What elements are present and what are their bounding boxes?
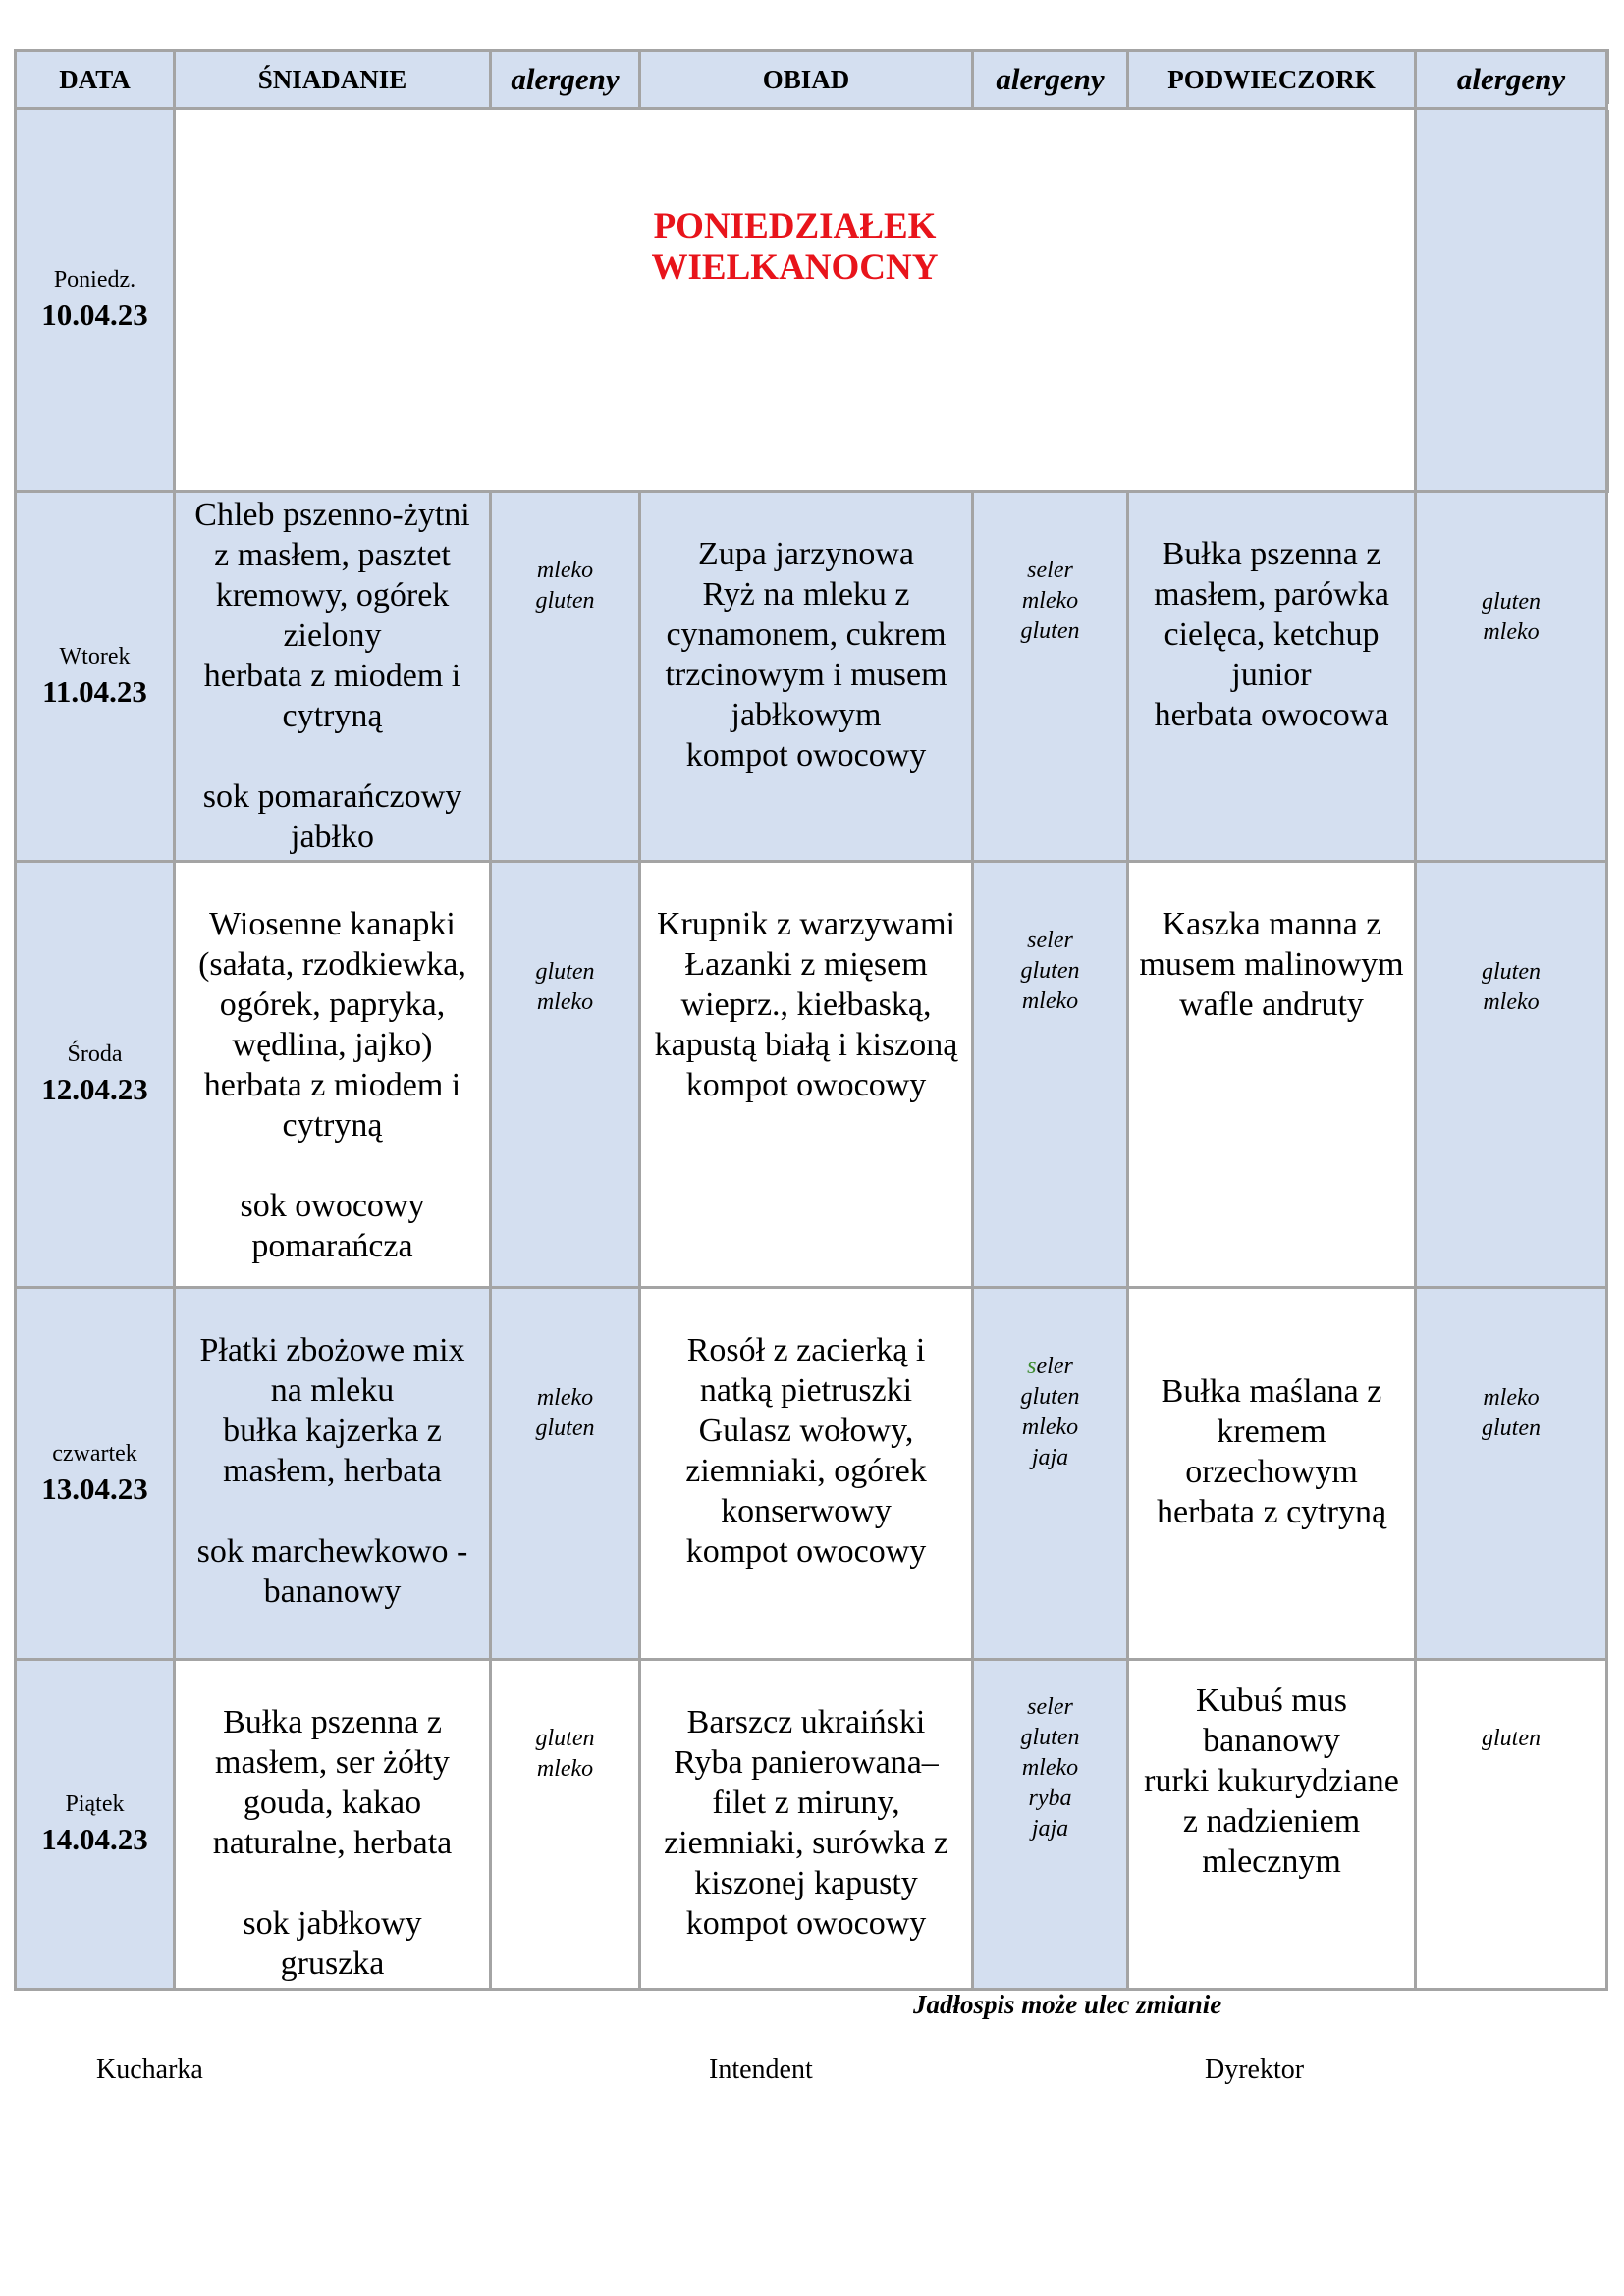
header-breakfast: ŚNIADANIE	[175, 51, 491, 109]
breakfast-dish: Wiosenne kanapki (sałata, rzodkiewka, ogórek, papryka, wędlina, jajko) herbata z miodem i cytryną sok owocowy pomarańcza	[198, 906, 466, 1264]
holiday-cell	[175, 109, 1416, 492]
snack-dish: Kaszka manna z musem malinowym wafle andruty	[1139, 906, 1404, 1023]
date-cell	[16, 1288, 175, 1660]
row-tuesday	[16, 492, 1607, 862]
date-cell	[16, 492, 175, 862]
menu-table	[14, 49, 1608, 1991]
day-name: Środa	[67, 1041, 123, 1067]
lunch-dish: Rosół z zacierką i natką pietruszki Gulasz wołowy, ziemniaki, ogórek konserwowy kompot owocowy	[685, 1332, 927, 1570]
date-cell	[16, 862, 175, 1288]
snack-allergens: gluten mleko	[1482, 959, 1541, 1015]
table-edge-line	[1606, 49, 1609, 104]
header-row	[16, 51, 1607, 109]
date-cell	[16, 1660, 175, 1990]
day-name: czwartek	[52, 1440, 137, 1467]
day-name: Piątek	[65, 1791, 125, 1817]
allergen-first-letter: s	[1027, 1354, 1037, 1379]
snack-allergens: gluten	[1482, 1726, 1541, 1751]
snack-dish: Kubuś mus bananowy rurki kukurydziane z nadzieniem mlecznym	[1144, 1682, 1399, 1880]
holiday-title: PONIEDZIAŁEK WIELKANOCNY	[651, 206, 939, 288]
breakfast-allergens: mleko gluten	[535, 1385, 595, 1441]
lunch-dish: Krupnik z warzywami Łazanki z mięsem wieprz., kiełbaską, kapustą białą i kiszoną kompot owocowy	[654, 906, 958, 1103]
snack-allergens: mleko gluten	[1482, 1385, 1541, 1441]
row-wednesday	[16, 862, 1607, 1288]
day-date: 10.04.23	[41, 297, 148, 332]
header-allergens-breakfast: alergeny	[491, 51, 640, 109]
menu-change-note: Jadłospis może ulec zmianie	[913, 1990, 1222, 2019]
breakfast-dish: Bułka pszenna z masłem, ser żółty gouda, kakao naturalne, herbata sok jabłkowy gruszka	[212, 1704, 453, 1982]
header-snack: PODWIECZORK	[1128, 51, 1416, 109]
breakfast-allergens: mleko gluten	[535, 558, 595, 614]
day-name: Wtorek	[59, 643, 131, 669]
header-date: DATA	[16, 51, 175, 109]
header-lunch: OBIAD	[640, 51, 973, 109]
signature-cook: Kucharka	[96, 2055, 203, 2085]
breakfast-allergens: gluten mleko	[535, 1726, 595, 1782]
snack-allergens: gluten mleko	[1482, 589, 1541, 645]
day-date: 14.04.23	[41, 1822, 148, 1856]
allergen-rest: eler gluten mleko jaja	[1020, 1354, 1080, 1470]
breakfast-allergens: gluten mleko	[535, 959, 595, 1015]
lunch-allergens: seler mleko gluten	[1020, 558, 1080, 644]
breakfast-dish: Płatki zbożowe mix na mleku bułka kajzerka z masłem, herbata sok marchewkowo - bananowy	[196, 1332, 468, 1610]
lunch-dish: Barszcz ukraiński Ryba panierowana– filet z miruny, ziemniaki, surówka z kiszonej kapusty kompot owocowy	[664, 1704, 948, 1942]
snack-dish: Bułka pszenna z masłem, parówka cielęca, ketchup junior herbata owocowa	[1154, 536, 1389, 733]
snack-dish: Bułka maślana z kremem orzechowym herbata z cytryną	[1156, 1373, 1387, 1530]
day-date: 12.04.23	[41, 1072, 148, 1106]
breakfast-dish: Chleb pszenno-żytni z masłem, pasztet kremowy, ogórek zielony herbata z miodem i cytryną sok pomarańczowy jabłko	[194, 497, 470, 855]
signature-steward: Intendent	[709, 2055, 813, 2085]
header-allergens-snack: alergeny	[1416, 51, 1607, 109]
lunch-dish: Zupa jarzynowa Ryż na mleku z cynamonem, cukrem trzcinowym i musem jabłkowym kompot owocowy	[665, 536, 947, 774]
row-monday	[16, 109, 1607, 492]
lunch-allergens: seler gluten mleko	[1020, 928, 1080, 1014]
allergens-snack-cell	[1416, 109, 1607, 492]
date-cell	[16, 109, 175, 492]
signature-director: Dyrektor	[1205, 2055, 1305, 2085]
row-friday	[16, 1660, 1607, 1990]
lunch-allergens	[974, 1289, 1126, 1473]
header-allergens-lunch: alergeny	[973, 51, 1128, 109]
day-date: 11.04.23	[42, 673, 147, 709]
day-name: Poniedz.	[53, 267, 136, 293]
day-date: 13.04.23	[41, 1470, 148, 1506]
lunch-allergens: seler gluten mleko ryba jaja	[1020, 1694, 1080, 1842]
row-thursday	[16, 1288, 1607, 1660]
table-edge-line	[1606, 110, 1609, 493]
